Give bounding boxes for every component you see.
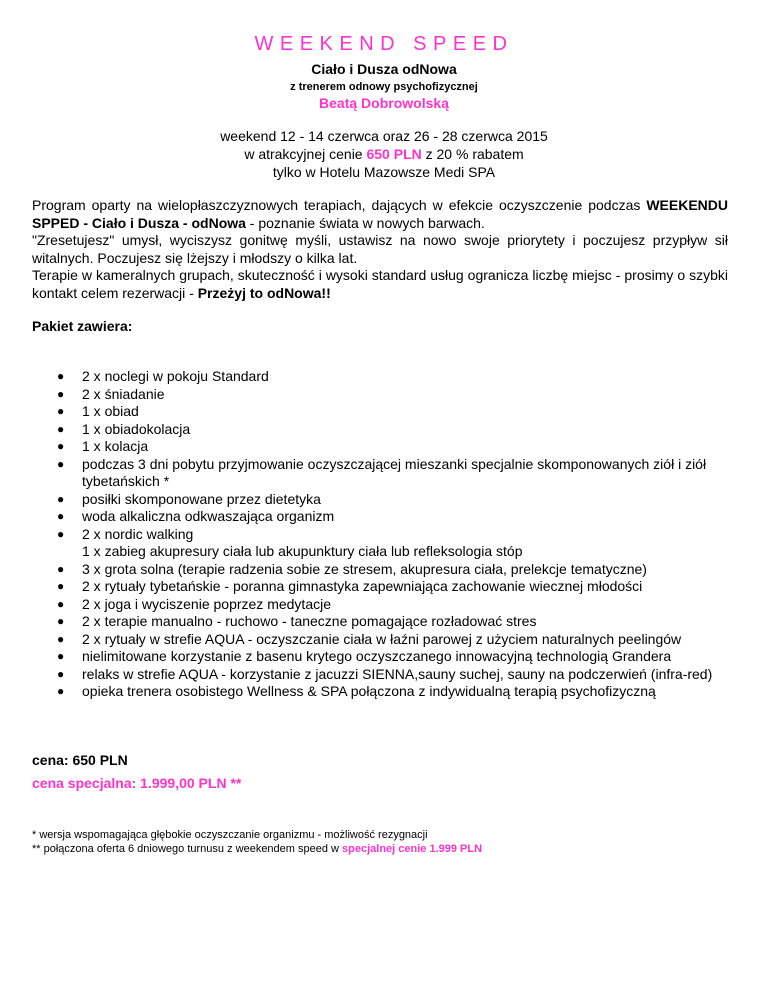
list-item-text: nielimitowane korzystanie z basenu krytego oczyszczanego innowacyjną technologią Grandera bbox=[82, 648, 672, 664]
list-item bbox=[32, 368, 732, 386]
list-item-text: relaks w strefie AQUA - korzystanie z jacuzzi SIENNA,sauny suchej, sauny na podczerwień (infra-red) bbox=[82, 665, 713, 682]
bullet-icon: ● bbox=[57, 509, 65, 523]
footnote-2-text: ** połączona oferta 6 dniowego turnusu z weekendem speed w bbox=[32, 843, 343, 855]
list-item-text: 1 x obiad bbox=[82, 403, 139, 419]
bullet-icon: ● bbox=[57, 456, 65, 471]
list-item-text: podczas 3 dni pobytu przyjmowanie oczyszczającej mieszanki specjalnie skomponowanych ziół i ziół tybetańskich * bbox=[82, 455, 707, 489]
list-item bbox=[32, 666, 732, 684]
trainer-name: Beatą Dobrowolską bbox=[319, 95, 449, 111]
footnote-2 bbox=[32, 842, 482, 856]
intro-text bbox=[32, 197, 728, 302]
list-item bbox=[32, 613, 732, 631]
list-item-text: 2 x noclegi w pokoju Standard bbox=[82, 368, 269, 384]
price-highlight: 650 PLN bbox=[366, 146, 422, 162]
list-item-text: opieka trenera osobistego Wellness & SPA połączona z indywidualną terapią psychofizyczną bbox=[82, 683, 656, 699]
bullet-icon: ● bbox=[57, 404, 65, 418]
hotel-line: tylko w Hotelu Mazowsze Medi SPA bbox=[272, 164, 496, 180]
bullet-icon: ● bbox=[57, 614, 65, 628]
list-item bbox=[32, 648, 732, 666]
list-item-text: 3 x grota solna (terapie radzenia sobie ze stresem, akupresura ciała, prelekcje tematyczne) bbox=[82, 560, 647, 577]
intro-paragraph bbox=[32, 197, 728, 232]
list-item bbox=[32, 421, 732, 439]
list-item-text: woda alkaliczna odkwaszająca organizm bbox=[82, 508, 335, 524]
intro-paragraph bbox=[32, 267, 728, 302]
bullet-icon: ● bbox=[57, 579, 65, 593]
trainer-line: z trenerem odnowy psychofizycznej bbox=[290, 81, 478, 93]
price-line bbox=[0, 145, 768, 163]
list-item bbox=[32, 543, 732, 561]
program-name: WEEKENDU SPPED - Ciało i Dusza - odNowa bbox=[32, 197, 728, 231]
footnotes bbox=[32, 828, 482, 856]
list-item-text: 1 x obiadokolacja bbox=[82, 420, 191, 437]
list-item-text: 2 x rytuały w strefie AQUA - oczyszczanie ciała w łaźni parowej z użyciem naturalnych peelingów bbox=[82, 630, 682, 647]
list-item-text: 2 x terapie manualno - ruchowo - taneczne pomagające rozładować stres bbox=[82, 613, 537, 629]
list-item-text: 2 x nordic walking bbox=[82, 525, 194, 542]
list-item-text: 2 x rytuały tybetańskie - poranna gimnastyka zapewniająca zachowanie wiecznej młodości bbox=[82, 578, 643, 594]
bullet-icon: ● bbox=[57, 666, 65, 681]
list-item bbox=[32, 491, 732, 509]
list-item bbox=[32, 578, 732, 596]
bullet-icon: ● bbox=[57, 561, 65, 576]
bullet-icon: ● bbox=[57, 386, 65, 401]
list-item-text: posiłki skomponowane przez dietetyka bbox=[82, 490, 321, 507]
list-item bbox=[32, 683, 732, 701]
list-item bbox=[32, 438, 732, 456]
list-item-text: 2 x śniadanie bbox=[82, 385, 165, 402]
bullet-icon: ● bbox=[57, 649, 65, 663]
slogan: Przeżyj to odNowa!! bbox=[197, 284, 331, 301]
price-line-suffix: z 20 % rabatem bbox=[421, 146, 524, 162]
special-price: cena specjalna: 1.999,00 PLN ** bbox=[32, 775, 242, 791]
bullet-icon: ● bbox=[57, 369, 65, 383]
price-line-prefix: w atrakcyjnej cenie bbox=[244, 146, 367, 162]
list-item bbox=[32, 526, 732, 544]
list-item bbox=[32, 456, 732, 491]
subtitle: Ciało i Dusza odNowa bbox=[311, 61, 457, 77]
intro-paragraph: "Zresetujesz" umysł, wyciszysz gonitwę myśli, ustawisz na nowo swoje priorytety i poczujesz przypływ sił witalnych. Poczujesz się lżejszy i młodszy o kilka lat. bbox=[32, 232, 728, 266]
list-item bbox=[32, 561, 732, 579]
package-list bbox=[32, 368, 732, 701]
list-item bbox=[32, 386, 732, 404]
bullet-icon: ● bbox=[57, 526, 65, 541]
list-item-text: 2 x joga i wyciszenie poprzez medytacje bbox=[82, 595, 332, 612]
bullet-icon: ● bbox=[57, 684, 65, 698]
intro-text-part: - poznanie świata w nowych barwach. bbox=[245, 214, 485, 231]
list-item-text: 1 x zabieg akupresury ciała lub akupunktury ciała lub refleksologia stóp bbox=[82, 543, 523, 559]
package-heading: Pakiet zawiera: bbox=[32, 318, 133, 334]
regular-price: cena: 650 PLN bbox=[32, 752, 128, 768]
intro-text-part: Terapie w kameralnych grupach, skuteczność i wysoki standard usług ogranicza liczbę miejsc - prosimy o szybki kontakt celem rezerwacji - bbox=[32, 267, 728, 301]
list-item-text: 1 x kolacja bbox=[82, 438, 149, 454]
bullet-icon: ● bbox=[57, 631, 65, 646]
footnote-1: * wersja wspomagająca głębokie oczyszczanie organizmu - możliwość rezygnacji bbox=[32, 829, 428, 841]
dates-block bbox=[0, 127, 768, 181]
page-title: WEEKEND SPEED bbox=[254, 33, 514, 55]
footnote-2-highlight: specjalnej cenie 1.999 PLN bbox=[342, 843, 483, 855]
list-item bbox=[32, 596, 732, 614]
bullet-icon: ● bbox=[57, 491, 65, 506]
list-item bbox=[32, 403, 732, 421]
dates-line: weekend 12 - 14 czerwca oraz 26 - 28 czerwca 2015 bbox=[220, 128, 548, 144]
list-item bbox=[32, 631, 732, 649]
bullet-icon: ● bbox=[57, 421, 65, 436]
bullet-icon: ● bbox=[57, 596, 65, 611]
list-item bbox=[32, 508, 732, 526]
intro-text-part: Program oparty na wielopłaszczyznowych terapiach, dających w efekcie oczyszczenie podczas bbox=[32, 197, 647, 213]
bullet-icon: ● bbox=[57, 439, 65, 453]
